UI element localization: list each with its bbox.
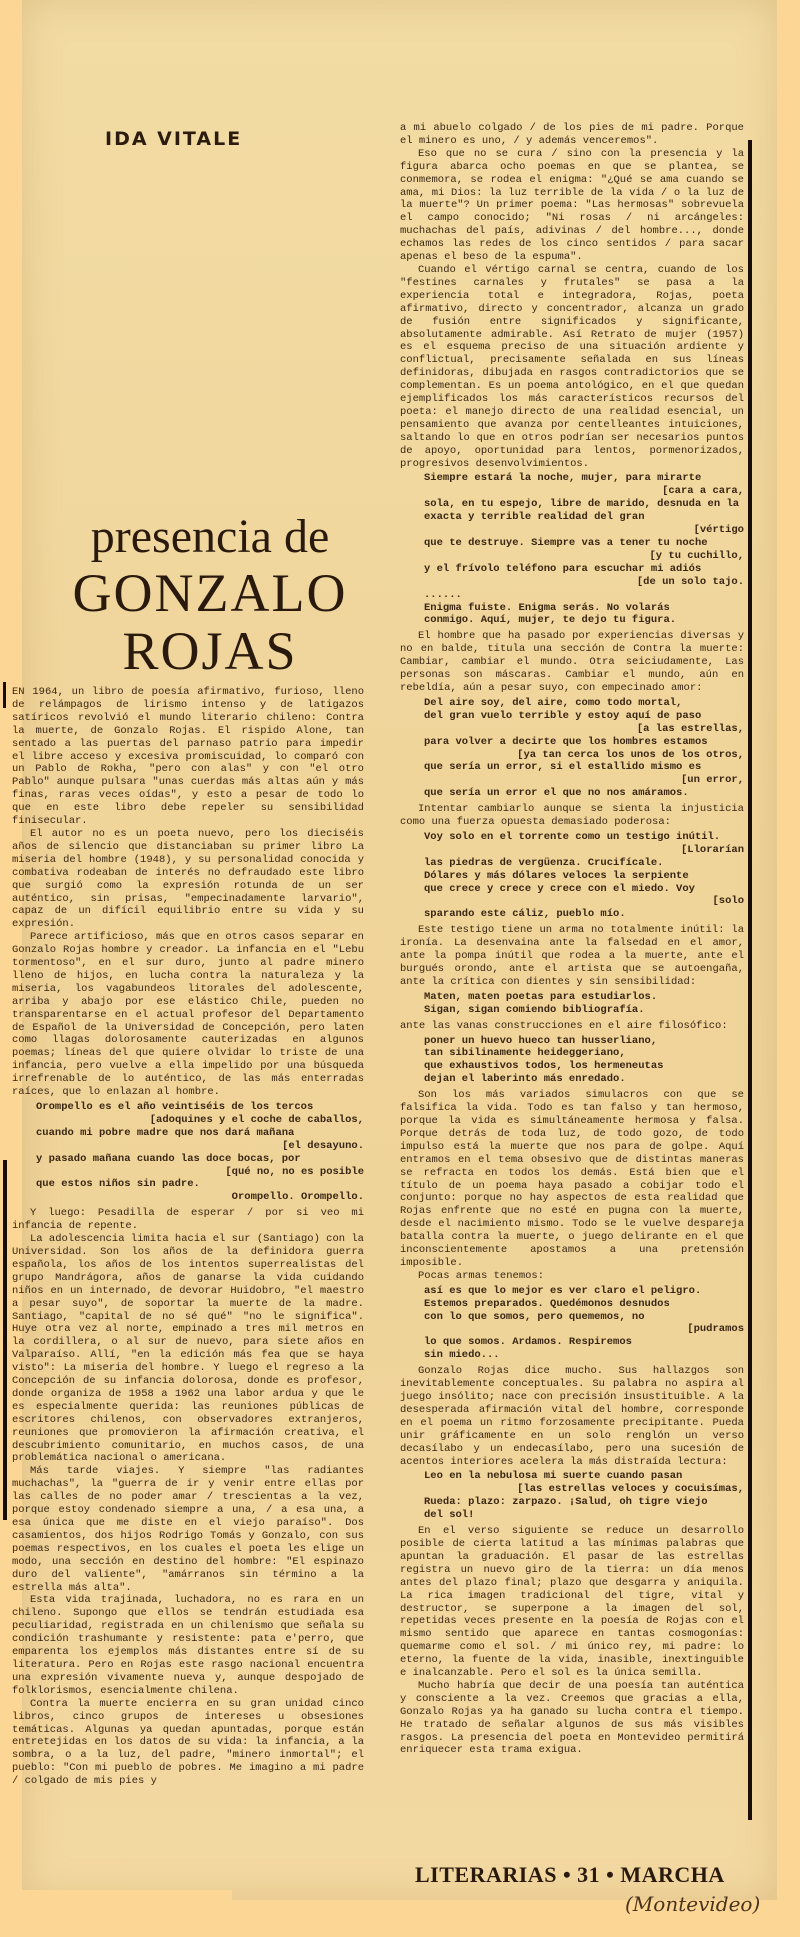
verse-line: sin miedo...: [424, 1349, 500, 1362]
verse-line: cuando mi pobre madre que nos dará mañana: [36, 1126, 295, 1139]
paragraph: a mi abuelo colgado / de los pies de mi padre. Porque el minero es uno, / y además venceremos".: [400, 122, 744, 147]
handwritten-note: (Montevideo): [625, 1892, 761, 1916]
verse-line: ......: [424, 588, 462, 601]
paragraph: Más tarde viajes. Y siempre "las radiantes muchachas", la "guerra de ir y venir entre ellas por las calles de no poder amar / trescientas a la vez, porque estoy condenado siempre a una, / a esa una, a esa única que me diste en el viejo paraíso". Dos casamientos, dos hijos Rodrigo Tomás y Gonzalo, con sus poemas respectivos, en los cuales el poeta les elige un modo, una sección en destino del hombre: "El espinazo duro del valiente", "amárranos sin término a la estrella más alta".: [12, 1465, 364, 1594]
right-column: [400, 122, 744, 1757]
title-line-1: presencia de: [90, 510, 330, 563]
verse-quote: [424, 1470, 744, 1522]
paragraph: Parece artificioso, más que en otros casos separar en Gonzalo Rojas hombre y creador. La infancia en el "Lebu tormentoso", en el sur duro, junto al padre minero lleno de hijos, en lucha contra la naturaleza y la miseria, los vagabundeos litorales del adolescente, arriba y abajo por ese elástico Chile, pueden no transparentarse en el actual profesor del Departamento de Español de la Universidad de Concepción, pero laten como llagas dolorosamente cauterizadas en algunos poemas; líneas del que quiere olvidar lo triste de una infancia, pero vuelve a ella impelido por una búsqueda irrefrenable de lo auténtico, de las más enterradas raíces, que lo enlazan al hombre.: [12, 931, 364, 1099]
footer-bullet: •: [606, 1862, 615, 1887]
verse-line: tan sibilinamente heideggeriano,: [424, 1047, 626, 1060]
verse-line: [Llorarían: [680, 843, 744, 856]
verse-line: Voy solo en el torrente como un testigo inútil.: [424, 830, 721, 843]
verse-line: que sería un error, si el estallido mismo es: [424, 761, 702, 774]
verse-line: del gran vuelo terrible y estoy aquí de paso: [424, 709, 702, 722]
paragraph: La adolescencia limita hacia el sur (Santiago) con la Universidad. Son los años de la definidora guerra española, los años de los intentos superrealistas del grupo Mandrágora, años de ganarse la vida cuidando niños en un internado, de devorar Huidobro, "el maestro a pesar suyo", de soportar la muerte de la madre. Santiago, "capital de no sé qué" "no le significa". Huye otra vez al norte, empinado a tres mil metros en la cordillera, o al sur de nuevo, para siete años en Valparaíso. Allí, "en la edición más fea que se haya visto": La miseria del hombre. Y luego el regreso a la Concepción de su infancia dolorosa, donde es profesor, donde organiza de 1958 a 1962 una labor ardua y que le es especialmente querida: las reuniones públicas de escritores chilenos, con observadores extranjeros, reuniones que promovieron la afirmación creativa, el descubrimiento comunitario, en muchos casos, de una problemática nacional o americana.: [12, 1233, 364, 1465]
paragraph: El hombre que ha pasado por experiencias diversas y no en balde, titula una sección de Contra la muerte: Cambiar, cambiar el mundo. Otra seiciudamente, Las personas son máscaras. Cambiar el mundo, aún en rebeldía, aún a pesar suyo, con empecinado amor:: [400, 630, 744, 694]
verse-line: [adoquines y el coche de caballos,: [149, 1113, 364, 1126]
paragraph: Intentar cambiarlo aunque se sienta la injusticia como una fuerza opuesta demasiado poderosa:: [400, 803, 744, 829]
background-corner: [22, 1890, 232, 1937]
verse-line: Orompello es el año veintiséis de los tercos: [36, 1101, 314, 1113]
verse-line: [ya tan cerca los unos de los otros,: [517, 748, 744, 761]
verse-line: sparando este cáliz, pueblo mío.: [424, 908, 626, 921]
verse-line: para volver a decirte que los hombres estamos: [424, 735, 708, 748]
verse-line: [y tu cuchillo,: [649, 549, 744, 562]
paragraph: Son los más variados simulacros con que se falsifica la vida. Todo es tan falso y tan hermoso, porque la vida es simultáneamente hermosa y falsa. Porque detrás de toda luz, de todo gozo, de todo impulso está la muerte que nos para de golpe. Aquí entramos en el tema obsesivo que de distintas maneras se refracta en todos los demás. Está bien que el título de un poema haya pasado a cobijar todo el conjunto: porque no hay aspectos de esta realidad que Rojas enfrente que no esté en pugna con la muerte, desde el nacimiento mismo. Todo se le vuelve despareja batalla contra la muerte, o juego delirante en el que inconscientemente apostamos a una pretensión imposible.: [400, 1089, 744, 1269]
verse-line: y pasado mañana cuando las doce bocas, por: [36, 1152, 301, 1165]
verse-line: [cara a cara,: [662, 485, 744, 498]
verse-line: así es que lo mejor es ver claro el peligro.: [424, 1284, 702, 1297]
verse-line: [las estrellas veloces y cocuisímas,: [517, 1483, 744, 1496]
title-line-2: GONZALO: [72, 563, 348, 623]
verse-line: del sol!: [424, 1509, 475, 1522]
verse-line: Sigan, sigan comiendo bibliografía.: [424, 1003, 645, 1016]
verse-quote: [424, 1035, 744, 1087]
paragraph: Mucho habría que decir de una poesía tan auténtica y consciente a la vez. Creemos que gracias a ella, Gonzalo Rojas ya ha ganado su lucha contra el tiempo. He tratado de señalar algunos de sus más visibles rasgos. La presencia del poeta en Montevideo permitirá enriquecer esta trama exigua.: [400, 1679, 744, 1757]
verse-line: [solo: [712, 895, 744, 908]
column-rule-left-short: [3, 682, 6, 708]
paragraph: El autor no es un poeta nuevo, pero los dieciséis años de silencio que distanciaban su primer libro La miseria del hombre (1948), y su personalidad conocida y combativa rodeaban de interés no defraudado este libro que surgió como la expresión rotunda de un ser auténtico, sin prisas, "empecinadamente larvario", capaz de un difícil equilibrio entre su vida y su expresión.: [12, 827, 364, 931]
verse-line: con lo que somos, pero quememos, no: [424, 1310, 645, 1323]
verse-line: que crece y crece y crece con el miedo. Voy: [424, 882, 695, 895]
title-line-3: ROJAS: [122, 621, 298, 681]
verse-line: [el desayuno.: [282, 1139, 364, 1152]
verse-line: [vértigo: [693, 524, 744, 537]
paragraph: Gonzalo Rojas dice mucho. Sus hallazgos son inevitablemente conceptuales. Su palabra no aspira al juego insólito; nace con precisión insustituible. A la desesperada afirmación vital del hombre, corresponde en el poema un ritmo forzosamente precipitante. Pueda unir gráficamente en un solo renglón un verso decasílabo y un endecasílabo, pero una sucesión de acentos interiores acelera la más distraída lectura:: [400, 1365, 744, 1468]
paragraph: Pocas armas tenemos:: [418, 1269, 545, 1282]
footer-bullet: •: [562, 1862, 572, 1887]
verse-line: Estemos preparados. Quedémonos desnudos: [424, 1297, 670, 1310]
paragraph: Contra la muerte encierra en su gran unidad cinco libros, cinco grupos de intereses u obsesiones temáticas. Algunas ya quedan apuntadas, porque están entretejidas en los datos de su vida: la infancia, a la sombra, o a la luz, del padre, "minero inmortal"; el pueblo: "Con mi pueblo de pobres. Me imagino a mi padre / colgado de mis pies y: [12, 1697, 364, 1788]
footer-page-number: 31: [577, 1862, 601, 1887]
verse-line: dejan el laberinto más enredado.: [424, 1073, 626, 1086]
column-rule-right: [748, 140, 752, 1820]
verse-line: las piedras de vergüenza. Crucifícale.: [424, 856, 664, 869]
verse-line: Orompello. Orompello.: [231, 1191, 364, 1204]
verse-line: conmigo. Aquí, mujer, te dejo tu figura.: [424, 614, 677, 627]
verse-quote: [36, 1101, 364, 1204]
verse-line: que exhaustivos todos, los hermeneutas: [424, 1060, 664, 1073]
verse-line: que estos niños sin padre.: [36, 1178, 200, 1191]
verse-line: poner un huevo hueco tan husserliano,: [424, 1034, 658, 1047]
verse-quote: [424, 991, 744, 1017]
verse-line: que te destruye. Siempre vas a tener tu noche: [424, 537, 708, 549]
verse-line: Enigma fuiste. Enigma serás. No volarás: [424, 601, 670, 614]
verse-line: Rueda: plazo: zarpazo. ¡Salud, oh tigre viejo: [424, 1496, 708, 1509]
paragraph: Cuando el vértigo carnal se centra, cuando de los "festines carnales y frutales" se pasa a la experiencia total e integradora, Rojas, poeta afirmativo, directo y concentrador, alcanza un grado de fusión entre significados y significante, absolutamente admirable. Así Retrato de mujer (1957) es el esquema preciso de una situación ardiente y conflictual, precisamente señalada en sus líneas definidoras, dibujada en rasgos contradictorios que se complementan. Es un poema antológico, en el que quedan ejemplificados los más característicos recursos del poeta: el manejo directo de una realidad esencial, un pensamiento que avanza por centelleantes intuiciones, saltando lo que en otros podrían ser necesarios puntos de apoyo, oportunidad para lentos, pormenorizados, progresivos desenvolvimientos.: [400, 263, 744, 470]
verse-quote: [424, 1285, 744, 1362]
paragraph: ante las vanas construcciones en el aire filosófico:: [400, 1019, 728, 1032]
verse-line: lo que somos. Ardamos. Respiremos: [424, 1336, 632, 1349]
verse-line: sola, en tu espejo, libre de marido, desnuda en la exacta y terrible realidad del gran: [424, 498, 740, 524]
verse-quote: [424, 697, 744, 800]
paragraph: En el verso siguiente se reduce un desarrollo posible de cierta latitud a las mínimas palabras que apuntan la graduación. El pasar de las estrellas registra un nuevo giro de la tierra: un día menos antes del plazo final; plazo que desgarra y aniquila. La rica imagen tradicional del tigre, vital y destructor, se superpone a la imagen del sol, repetidas veces presente en la poesía de Rojas con el mismo sentido que aparece en tantas cosmogonías: quemarme como el sol. / mi único rey, mi padre: lo eterno, la fuente de la vida, inasible, inextinguible e inalcanzable. Pero el sol es la única semilla.: [400, 1525, 744, 1680]
verse-line: Leo en la nebulosa mi suerte cuando pasan: [424, 1470, 683, 1483]
paragraph: Y luego: Pesadilla de esperar / por si veo mi infancia de repente.: [12, 1207, 364, 1233]
column-rule-left: [3, 1160, 7, 1520]
verse-line: [a las estrellas,: [636, 722, 744, 735]
paragraph: Esta vida trajinada, luchadora, no es rara en un chileno. Supongo que ellos se tendrán estudiada esa peculiaridad, registrada en un chilenismo que señala su condición trashumante y resistente: pata e'perro, que emparenta los ejemplos más distantes entre sí de su literatura. Pero en Rojas este rasgo nacional encuentra una expresión vivamente nueva y, aunque despojado de folklorismos, esencialmente chilena.: [12, 1594, 364, 1697]
verse-line: [qué no, no es posible: [225, 1165, 364, 1178]
verse-line: y el frívolo teléfono para escuchar mi adiós: [424, 562, 702, 575]
article-author: IDA VITALE: [105, 128, 243, 150]
verse-quote: [424, 831, 744, 921]
footer-section: LITERARIAS: [415, 1862, 557, 1887]
paragraph: Este testigo tiene un arma no totalmente inútil: la ironía. La desenvaina ante la falsedad en el amor, ante la pompa inútil que rodea a la muerte, ante el burgués orondo, ante el artista que se autoengaña, ante la crítica con dientes y sin sensibilidad:: [400, 924, 744, 988]
verse-quote: [424, 472, 744, 627]
verse-line: Siempre estará la noche, mujer, para mirarte: [424, 472, 702, 485]
verse-line: Del aire soy, del aire, como todo mortal,: [424, 696, 683, 709]
article-title: [40, 510, 380, 680]
left-column: [12, 686, 364, 1788]
paragraph: EN 1964, un libro de poesía afirmativo, furioso, lleno de relámpagos de lirismo intenso y de latigazos satíricos revolvió el mundo literario chileno: Contra la muerte, de Gonzalo Rojas. El rispido Alone, tan sentado a las puertas del parnaso patrio para impedir el libre acceso y excesiva promiscuidad, lo comparó con un Pablo de Rokha, "pero con alas" y con "el otro Pablo" aunque pulsara "unas cuerdas más altas aún y más finas, raras veces oídas", y esto a pesar de todo lo que en este libro debe repeler su sensibilidad finisecular.: [12, 686, 364, 828]
paragraph: Eso que no se cura / sino con la presencia y la figura abarca ocho poemas en que se plantea, se conmemora, se rodea el enigma: "¿Qué se ama cuando se ama, mi Dios: la luz terrible de la vida / o la luz de la muerte"? Un primer poema: "Las hermosas" sobrevuela el campo conocido; "Ni rosas / ni arcángeles: muchachas del país, adivinas / del hombre..., donde echamos las redes de los cinco sentidos / para sacar apenas el beso de la espuma".: [400, 147, 744, 264]
footer-publication: MARCHA: [620, 1862, 725, 1887]
verse-line: [un error,: [680, 774, 744, 787]
page-footer: [415, 1862, 725, 1888]
verse-line: [pudramos: [687, 1323, 744, 1336]
verse-line: Maten, maten poetas para estudiarlos.: [424, 990, 658, 1003]
verse-line: [de un solo tajo.: [636, 575, 744, 588]
verse-line: que sería un error el que no nos amáramos.: [424, 787, 689, 800]
verse-line: Dólares y más dólares veloces la serpiente: [424, 869, 689, 882]
